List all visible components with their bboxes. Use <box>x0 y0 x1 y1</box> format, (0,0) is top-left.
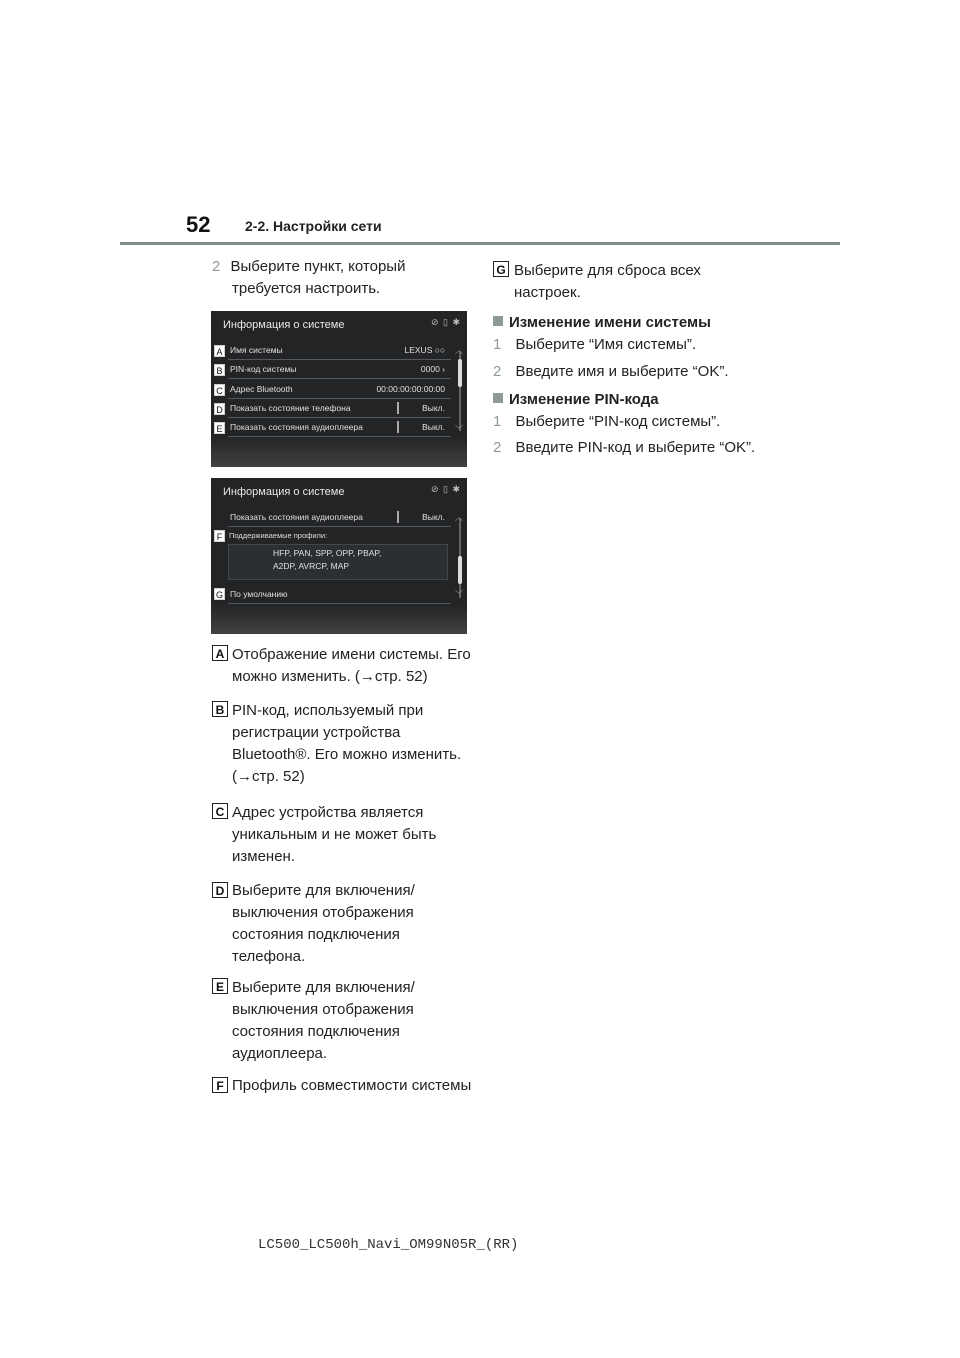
chevron-up-icon: ︿ <box>455 513 463 522</box>
row-phone-status[interactable]: Показать состояние телефона Выкл. <box>228 399 451 418</box>
toggle-indicator <box>397 511 399 523</box>
chevron-up-icon: ︿ <box>455 346 463 355</box>
step-text-1: Выберите пункт, который <box>230 258 406 275</box>
heading-change-pin: Изменение PIN-кода <box>493 389 659 411</box>
profiles-box <box>228 544 448 580</box>
h2-step-1: 1 Выберите “PIN-код системы”. <box>493 413 721 430</box>
item-d <box>212 882 228 900</box>
h1-step-1: 1 Выберите “Имя системы”. <box>493 336 697 353</box>
callout-a: A <box>214 345 225 357</box>
item-a-text: Отображение имени системы. Его можно изменить. (→стр. 52) <box>232 646 471 685</box>
scrollbar-thumb <box>458 359 462 387</box>
step-2 <box>212 256 405 278</box>
item-c <box>212 803 228 821</box>
screen-glow <box>211 437 467 467</box>
section-title: 2-2. Настройки сети <box>245 218 382 234</box>
item-b-text: PIN-код, используемый при регистрации устройства Bluetooth®. Его можно изменить. (→стр. 52) <box>232 702 462 785</box>
badge-c: C <box>212 803 228 819</box>
item-f <box>212 1077 228 1095</box>
badge-g: G <box>493 261 509 277</box>
callout-g: G <box>215 590 223 600</box>
step-number: 2 <box>212 258 221 275</box>
profiles-line-2: A2DP, AVRCP, MAP <box>273 561 350 571</box>
callout-f: F <box>214 530 225 542</box>
item-f-text: Профиль совместимости системы <box>232 1077 472 1094</box>
profiles-label: Поддерживаемые профили: <box>229 531 328 540</box>
callout-e: E <box>214 422 225 434</box>
badge-f: F <box>212 1077 228 1093</box>
row-pin-code[interactable]: PIN-код системы 0000 › <box>228 360 451 379</box>
item-g <box>493 261 509 279</box>
heading-change-name: Изменение имени системы <box>493 312 711 334</box>
scrollbar-thumb <box>458 556 462 584</box>
badge-b: B <box>212 701 228 717</box>
screen-glow <box>211 604 467 634</box>
screen-title: Информация о системе <box>223 486 345 498</box>
item-e-text: Выберите для включения/ выключения отображения состояния подключения аудиоплеера. <box>232 979 415 1062</box>
toggle-indicator <box>397 402 399 414</box>
step-text-2: требуется настроить. <box>232 280 381 297</box>
header-rule <box>120 242 840 245</box>
status-icons: ⊘ ▯ ✱ <box>430 484 461 494</box>
screen-title: Информация о системе <box>223 319 345 331</box>
item-g-text: Выберите для сброса всех настроек. <box>514 262 701 301</box>
callout-c: C <box>214 384 225 396</box>
chevron-down-icon: ﹀ <box>455 590 463 599</box>
toggle-indicator <box>397 421 399 433</box>
chevron-down-icon: ﹀ <box>455 425 463 434</box>
square-bullet-icon <box>493 316 503 326</box>
badge-d: D <box>212 882 228 898</box>
item-d-text: Выберите для включения/ выключения отображения состояния подключения телефона. <box>232 882 415 965</box>
badge-e: E <box>212 978 228 994</box>
status-icons: ⊘ ▯ ✱ <box>430 317 461 327</box>
profiles-line-1: HFP, PAN, SPP, OPP, PBAP, <box>273 548 382 558</box>
item-a <box>212 645 228 663</box>
square-bullet-icon <box>493 393 503 403</box>
screenshot-system-info-2 <box>211 478 467 634</box>
callout-b: B <box>214 364 225 376</box>
item-e <box>212 978 228 996</box>
callout-d: D <box>214 403 225 415</box>
row-audio-status[interactable]: Показать состояния аудиоплеера Выкл. <box>228 508 451 527</box>
screenshot-system-info-1 <box>211 311 467 467</box>
item-c-text: Адрес устройства является уникальным и не может быть изменен. <box>232 804 437 865</box>
row-audio-status[interactable]: Показать состояния аудиоплеера Выкл. <box>228 418 451 437</box>
row-default-button[interactable]: По умолчанию <box>228 585 451 604</box>
row-system-name[interactable]: Имя системы LEXUS ○○ <box>228 341 451 360</box>
h1-step-2: 2 Введите имя и выберите “OK”. <box>493 363 729 380</box>
badge-a: A <box>212 645 228 661</box>
item-b <box>212 701 228 719</box>
row-bluetooth-address: Адрес Bluetooth 00:00:00:00:00:00 <box>228 380 451 399</box>
h2-step-2: 2 Введите PIN-код и выберите “OK”. <box>493 439 756 456</box>
page-number: 52 <box>186 212 211 237</box>
footer-doc-code: LC500_LC500h_Navi_OM99N05R_(RR) <box>258 1237 519 1253</box>
